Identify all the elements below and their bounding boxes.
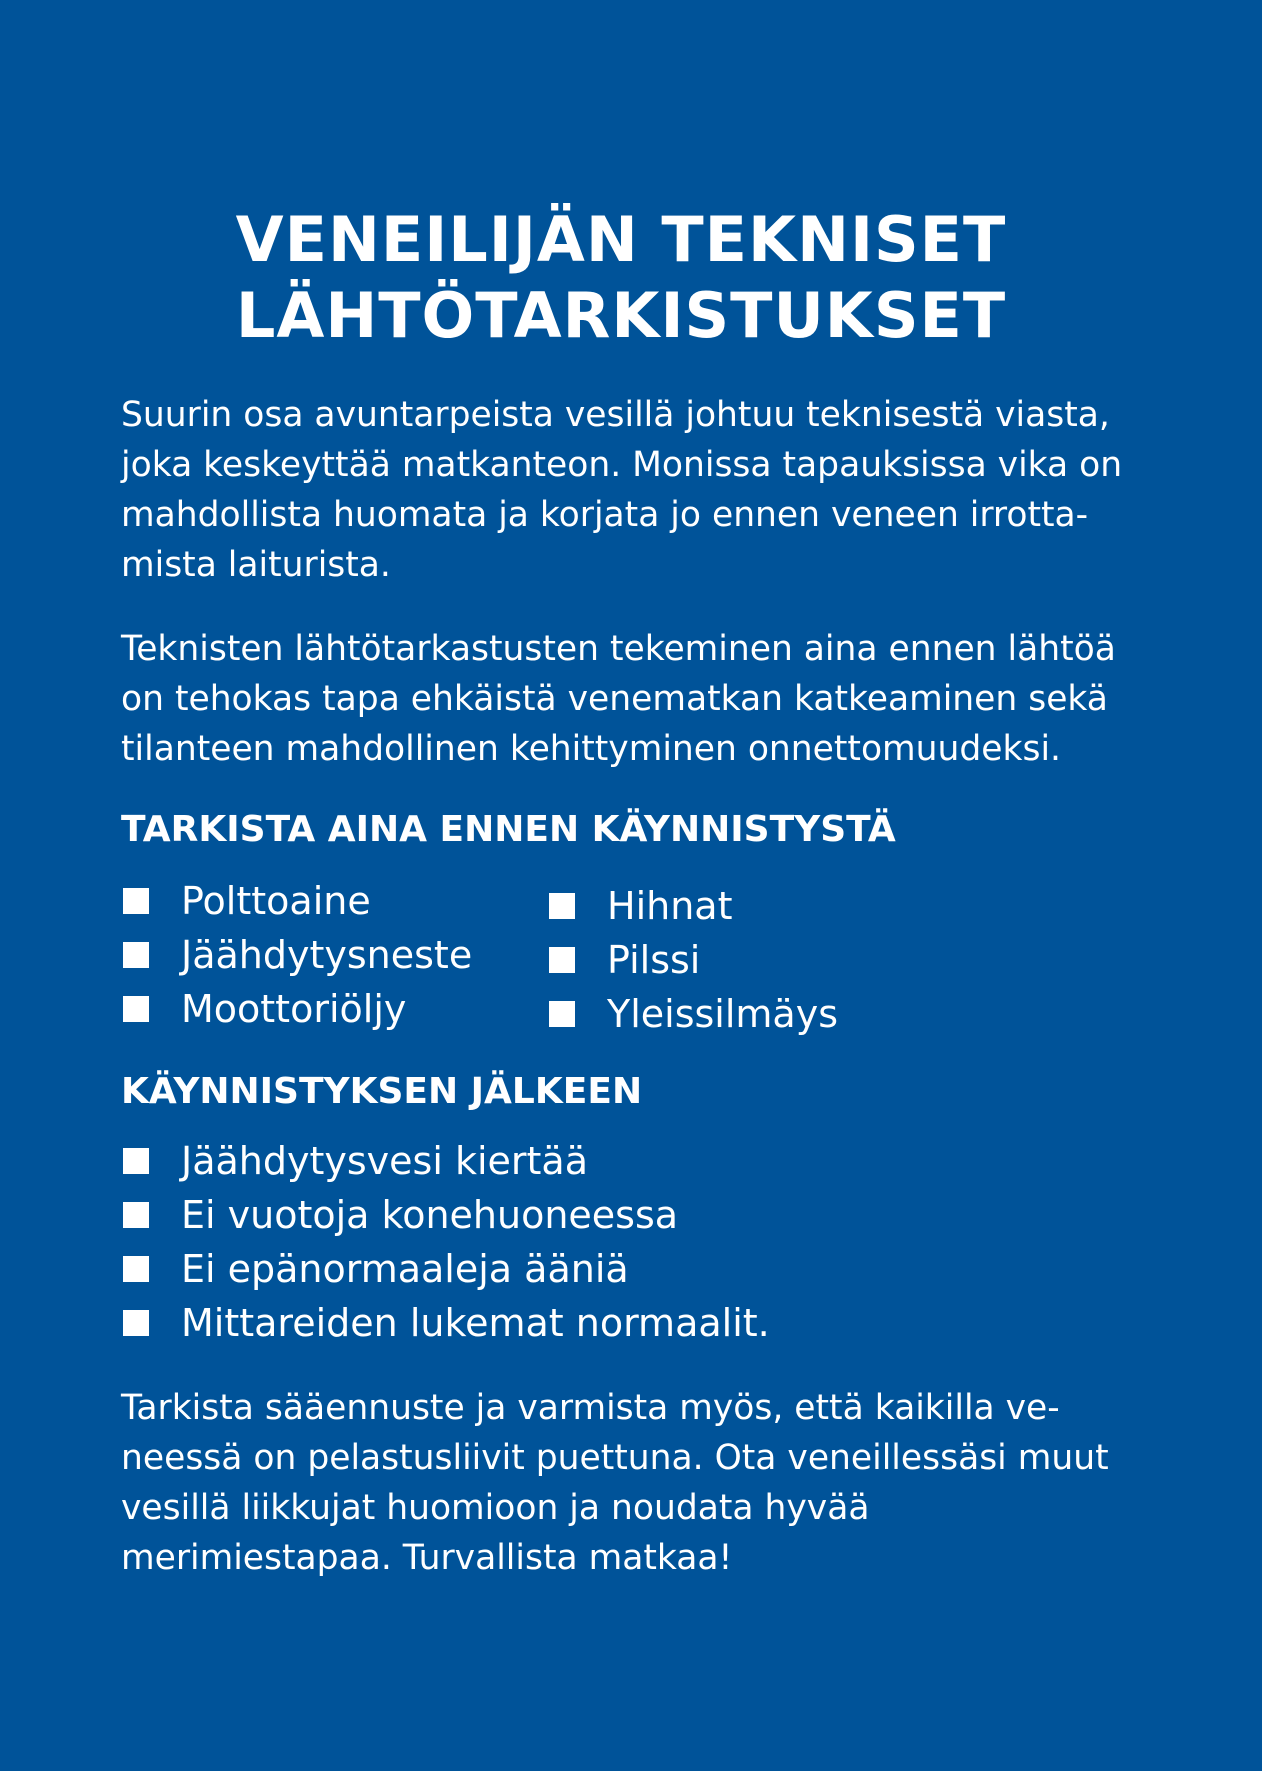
checklist-item-label: Hihnat (607, 884, 733, 928)
checklist-item (123, 982, 472, 1036)
checkbox-square-icon (123, 996, 149, 1022)
text-line: joka keskeyttää matkanteon. Monissa tapauksissa vika on (121, 445, 1123, 485)
after-start-heading: KÄYNNISTYKSEN JÄLKEEN (121, 1071, 643, 1112)
text-line: mista laiturista. (121, 545, 391, 585)
checklist-item (549, 987, 838, 1041)
intro-paragraph-2 (121, 624, 1151, 774)
checklist-item (123, 928, 472, 982)
checkbox-square-icon (549, 1001, 575, 1027)
checklist-item (123, 1242, 770, 1296)
text-line: mahdollista huomata ja korjata jo ennen veneen irrotta- (121, 495, 1089, 535)
text-line: Suurin osa avuntarpeista vesillä johtuu teknisestä viasta, (121, 395, 1110, 435)
checkbox-square-icon (123, 1256, 149, 1282)
checklist-item (549, 879, 838, 933)
checkbox-square-icon (123, 1310, 149, 1336)
checklist-item-label: Pilssi (607, 938, 701, 982)
checklist-item (123, 874, 472, 928)
text-line: on tehokas tapa ehkäistä venematkan katkeaminen sekä (121, 679, 1108, 719)
checklist-item-label: Mittareiden lukemat normaalit. (181, 1301, 770, 1345)
text-line: merimiestapaa. Turvallista matkaa! (121, 1538, 733, 1578)
checklist-item-label: Ei epänormaaleja ääniä (181, 1247, 629, 1291)
checklist-item-label: Ei vuotoja konehuoneessa (181, 1193, 679, 1237)
before-start-list-right (549, 879, 838, 1041)
before-start-list-left (123, 874, 472, 1036)
closing-paragraph (121, 1383, 1151, 1583)
checklist-item-label: Jäähdytysvesi kiertää (181, 1139, 588, 1183)
checklist-item (549, 933, 838, 987)
before-start-heading: TARKISTA AINA ENNEN KÄYNNISTYSTÄ (121, 809, 896, 850)
checklist-item (123, 1188, 770, 1242)
checklist-item-label: Yleissilmäys (607, 992, 839, 1036)
checklist-item-label: Jäähdytysneste (181, 933, 473, 977)
text-line: neessä on pelastusliivit puettuna. Ota veneillessäsi muut (121, 1438, 1109, 1478)
after-start-list (123, 1134, 770, 1350)
checkbox-square-icon (123, 1148, 149, 1174)
checklist-item-label: Polttoaine (181, 879, 371, 923)
intro-paragraph-1 (121, 390, 1151, 590)
title-line-2: LÄHTÖTARKISTUKSET (235, 279, 1007, 352)
checkbox-square-icon (123, 1202, 149, 1228)
checklist-item (123, 1296, 770, 1350)
checkbox-square-icon (549, 947, 575, 973)
text-line: Teknisten lähtötarkastusten tekeminen aina ennen lähtöä (121, 629, 1116, 669)
title-line-1: VENEILIJÄN TEKNISET (235, 203, 1007, 276)
checkbox-square-icon (123, 942, 149, 968)
checkbox-square-icon (549, 893, 575, 919)
text-line: Tarkista sääennuste ja varmista myös, että kaikilla ve- (121, 1388, 1060, 1428)
text-line: vesillä liikkujat huomioon ja noudata hyvää (121, 1488, 870, 1528)
checklist-item (123, 1134, 770, 1188)
text-line: tilanteen mahdollinen kehittyminen onnettomuudeksi. (121, 729, 1062, 769)
checkbox-square-icon (123, 888, 149, 914)
checklist-item-label: Moottoriöljy (181, 987, 407, 1031)
page-title (121, 202, 1121, 354)
